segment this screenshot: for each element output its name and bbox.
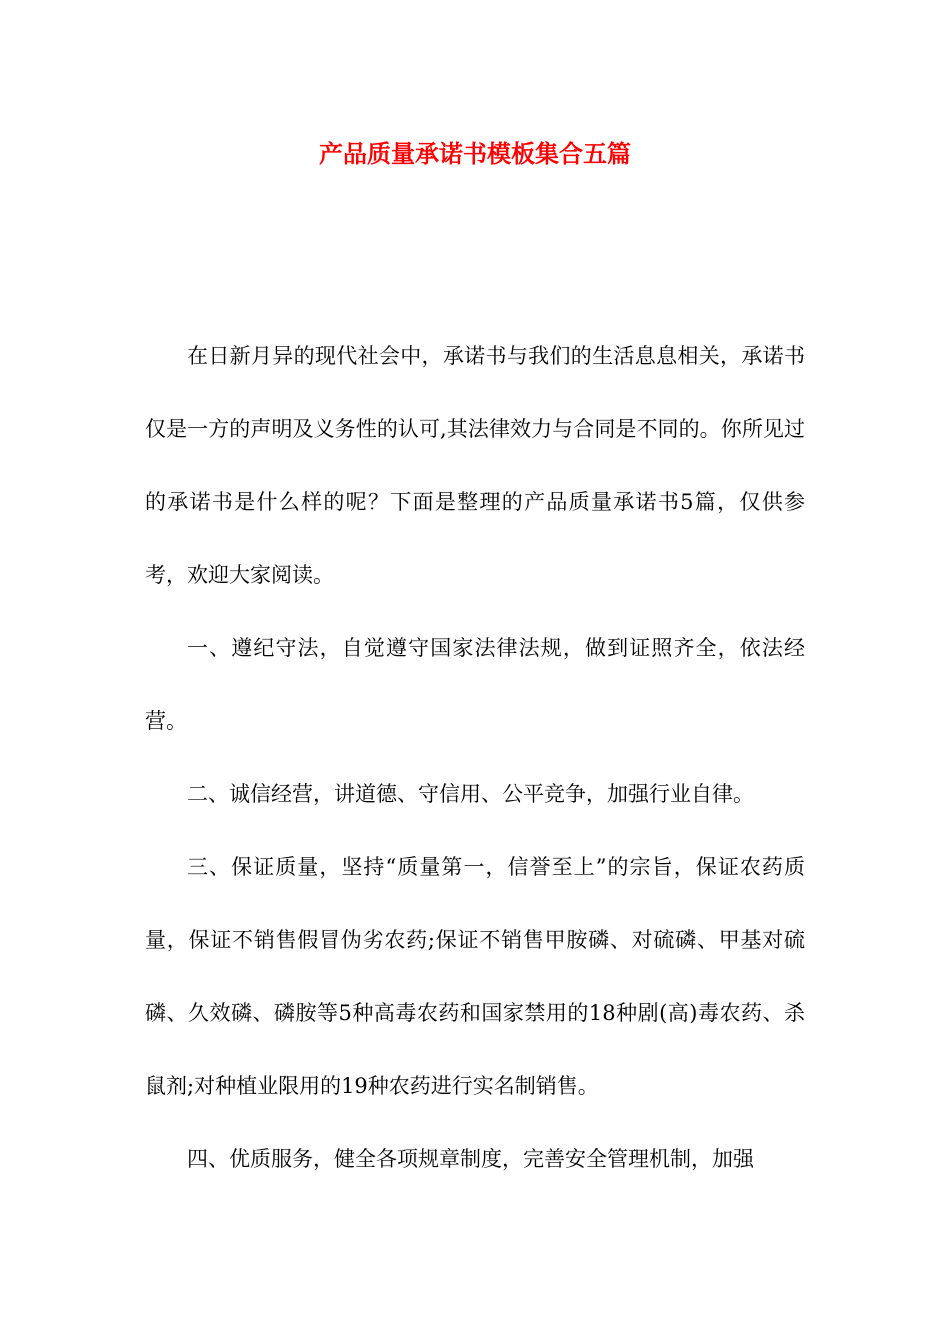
paragraph-item-1: 一、遵纪守法，自觉遵守国家法律法规，做到证照齐全，依法经营。: [145, 636, 805, 733]
paragraph-item-4: 四、优质服务，健全各项规章制度，完善安全管理机制，加强: [187, 1147, 754, 1171]
document-body: [145, 320, 805, 1196]
document-title: 产品质量承诺书模板集合五篇: [319, 139, 631, 168]
paragraph-item-2: 二、诚信经营，讲道德、守信用、公平竞争，加强行业自律。: [187, 782, 754, 806]
paragraph-intro: 在日新月异的现代社会中，承诺书与我们的生活息息相关，承诺书仅是一方的声明及义务性的认可,其法律效力与合同是不同的。你所见过的承诺书是什么样的呢？下面是整理的产品质量承诺书5篇，仅供参考，欢迎大家阅读。: [145, 344, 805, 587]
paragraph-item-3: 三、保证质量，坚持“质量第一，信誉至上”的宗旨，保证农药质量，保证不销售假冒伪劣农药;保证不销售甲胺磷、对硫磷、甲基对硫磷、久效磷、磷胺等5种高毒农药和国家禁用的18种剧(高)毒农药、杀鼠剂;对种植业限用的19种农药进行实名制销售。: [145, 855, 805, 1098]
